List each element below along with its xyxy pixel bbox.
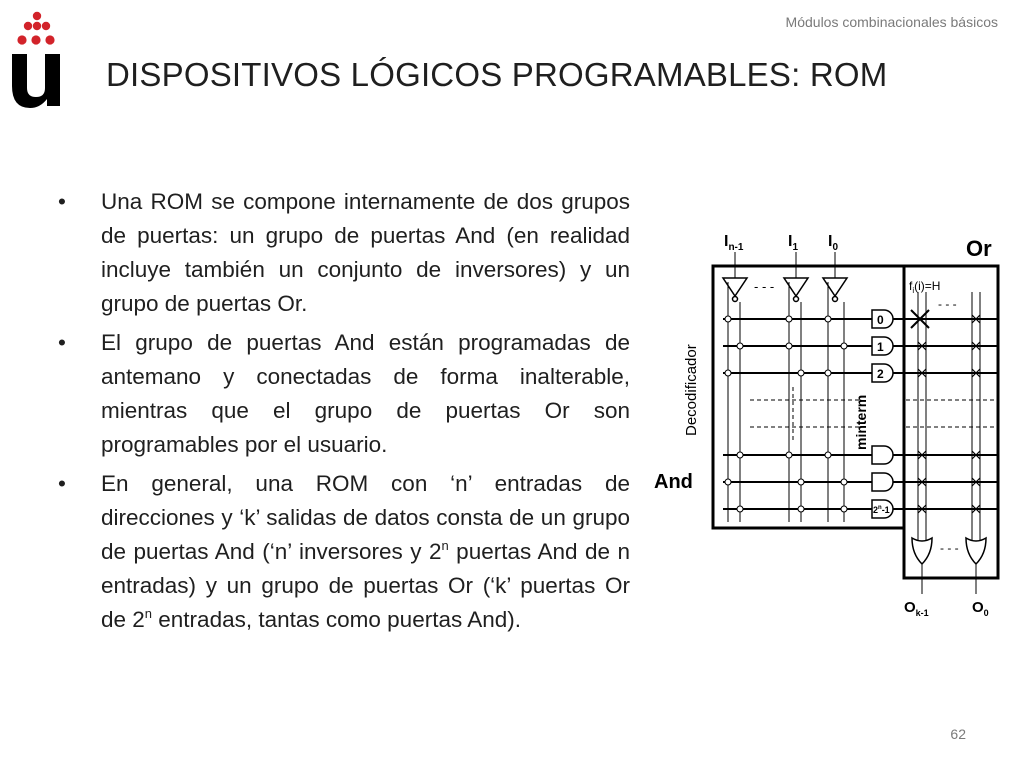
bullet-text: Una ROM se compone internamente de dos grupos de puertas: un grupo de puertas And (en realidad incluye también un conjunto de inversores) y un grupo de puertas Or. [101,189,630,316]
bullet-item [58,326,630,462]
input-label-1: $I_1$ [788,233,799,253]
and-label: And [654,471,693,493]
superscript: n [144,606,153,621]
minterm-0-label: 0 [877,313,884,327]
bullet-dot-icon: • [58,189,66,214]
dashes: - - - [754,279,775,294]
output-label-k-1: $O_{k-1}$ [904,599,929,618]
bullet-text: puertas And de n entradas) y un grupo de puertas Or (‘k’ puertas Or de 2 [101,539,630,632]
bullet-list [58,185,630,642]
bullet-text: En general, una ROM con ‘n’ entradas de direcciones y ‘k’ salidas de datos consta de un grupo de puertas And (‘n’ inversores y 2 [101,471,630,564]
minterm-2-label: 2 [877,367,884,381]
output-label-0: $O_0$ [972,599,989,618]
section-header: Módulos combinacionales básicos [785,14,998,30]
bullet-text: El grupo de puertas And están programadas de antemano y conectadas de forma inalterable, mientras que el grupo de puertas Or son programables por el usuario. [101,330,630,457]
superscript: n [441,538,449,553]
input-label-0: $I_0$ [828,233,839,253]
minterm-last-label: 2$^n$-1 [873,505,890,515]
dashed-lines [750,387,996,442]
page-number: 62 [950,726,966,742]
bullet-text: entradas, tantas como puertas And). [152,607,521,632]
university-logo [8,8,66,108]
bullet-item [58,467,630,637]
decoder-label: Decodificador [683,344,700,436]
fuse-label: $f_i(i)=H$ [909,279,941,295]
dashes: - - - [938,297,957,311]
bullet-item [58,185,630,321]
bullet-dot-icon: • [58,471,66,496]
minterm-label: minterm [853,394,869,450]
rom-diagram [650,222,1010,632]
bullet-dot-icon: • [58,330,66,355]
input-label-n-1: $I_{n-1}$ [724,233,744,253]
dashes: - - - [940,541,959,555]
slide-title: DISPOSITIVOS LÓGICOS PROGRAMABLES: ROM [106,56,888,93]
minterm-1-label: 1 [877,340,884,354]
or-label: Or [966,236,992,261]
